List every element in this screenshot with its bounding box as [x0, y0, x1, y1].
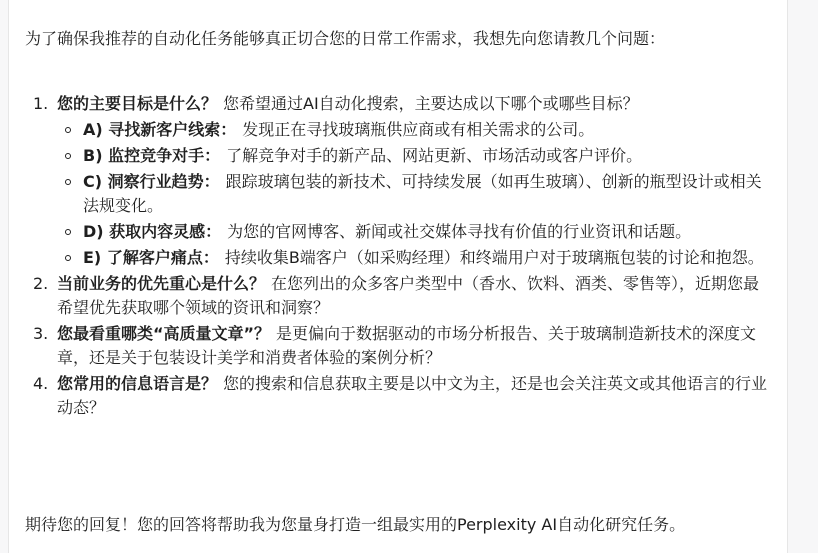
question-description: 您希望通过AI自动化搜索，主要达成以下哪个或哪些目标？	[223, 94, 639, 113]
question-title: 您常用的信息语言是？	[57, 374, 218, 393]
question-number: 4.	[33, 374, 49, 393]
question-item-1	[33, 92, 773, 270]
circle-bullet-icon	[65, 153, 71, 159]
option-description: 为您的官网博客、新闻或社交媒体寻找有价值的行业资讯和话题。	[227, 222, 692, 241]
question-number: 3.	[33, 324, 49, 343]
question-list	[33, 92, 773, 420]
option-item-d	[57, 220, 773, 244]
question-title: 您的主要目标是什么？	[57, 94, 218, 113]
option-list	[57, 118, 773, 270]
option-description: 发现正在寻找玻璃瓶供应商或有相关需求的公司。	[242, 120, 595, 139]
option-item-b	[57, 144, 773, 168]
circle-bullet-icon	[65, 229, 71, 235]
option-title: A) 寻找新客户线索：	[83, 120, 237, 139]
question-description: 是更偏向于数据驱动的市场分析报告、关于玻璃制造新技术的深度文章，还是关于包装设计美学和消费者体验的案例分析？	[57, 324, 757, 367]
option-item-a	[57, 118, 773, 142]
question-title: 您最看重哪类“高质量文章”？	[57, 324, 271, 343]
circle-bullet-icon	[65, 255, 71, 261]
circle-bullet-icon	[65, 127, 71, 133]
option-title: B) 监控竞争对手：	[83, 146, 221, 165]
option-description: 跟踪玻璃包装的新技术、可持续发展（如再生玻璃）、创新的瓶型设计或相关法规变化。	[83, 172, 762, 215]
option-item-e	[57, 246, 773, 270]
question-item-2	[33, 272, 773, 320]
question-item-4	[33, 372, 773, 420]
option-description: 了解竞争对手的新产品、网站更新、市场活动或客户评价。	[226, 146, 643, 165]
question-description: 在您列出的众多客户类型中（香水、饮料、酒类、零售等），近期您最希望优先获取哪个领域的资讯和洞察？	[57, 274, 760, 317]
question-title: 当前业务的优先重心是什么？	[57, 274, 266, 293]
question-number: 2.	[33, 274, 49, 293]
circle-bullet-icon	[65, 179, 71, 185]
chat-message-panel	[8, 0, 788, 553]
option-title: C) 洞察行业趋势：	[83, 172, 220, 191]
message-intro: 为了确保我推荐的自动化任务能够真正切合您的日常工作需求，我想先向您请教几个问题：	[25, 29, 666, 48]
question-description: 您的搜索和信息获取主要是以中文为主，还是也会关注英文或其他语言的行业动态？	[57, 374, 768, 417]
message-outro: 期待您的回复！您的回答将帮助我为您量身打造一组最实用的Perplexity AI自动化研究任务。	[25, 515, 686, 534]
option-item-c	[57, 170, 773, 218]
option-title: E) 了解客户痛点：	[83, 248, 219, 267]
question-item-3	[33, 322, 773, 370]
option-description: 持续收集B端客户（如采购经理）和终端用户对于玻璃瓶包装的讨论和抱怨。	[224, 248, 764, 267]
question-number: 1.	[33, 94, 49, 113]
option-title: D) 获取内容灵感：	[83, 222, 222, 241]
